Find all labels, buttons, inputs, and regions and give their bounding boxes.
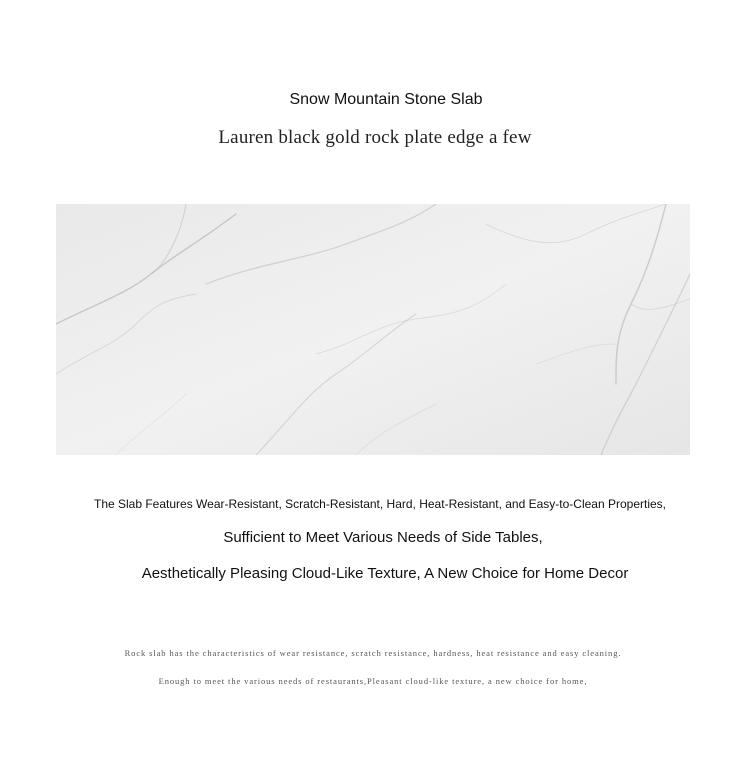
feature-text-2: Sufficient to Meet Various Needs of Side Tables, (223, 529, 543, 546)
marble-base (56, 204, 690, 455)
page-title: Snow Mountain Stone Slab (289, 91, 483, 108)
feature-text-1: The Slab Features Wear-Resistant, Scratch-Resistant, Hard, Heat-Resistant, and Easy-to-Clean Properties, (93, 497, 666, 511)
feature-text-3: Aesthetically Pleasing Cloud-Like Texture, A New Choice for Home Decor (141, 565, 629, 582)
footer-text-2: Enough to meet the various needs of restaurants,Pleasant cloud-like texture, a new choice for home, (158, 676, 588, 686)
marble-slab-image (56, 204, 690, 455)
page-subtitle: Lauren black gold rock plate edge a few (218, 127, 532, 148)
footer-text-1: Rock slab has the characteristics of wear resistance, scratch resistance, hardness, heat resistance and easy cleaning. (124, 648, 622, 658)
marble-texture (56, 204, 690, 455)
